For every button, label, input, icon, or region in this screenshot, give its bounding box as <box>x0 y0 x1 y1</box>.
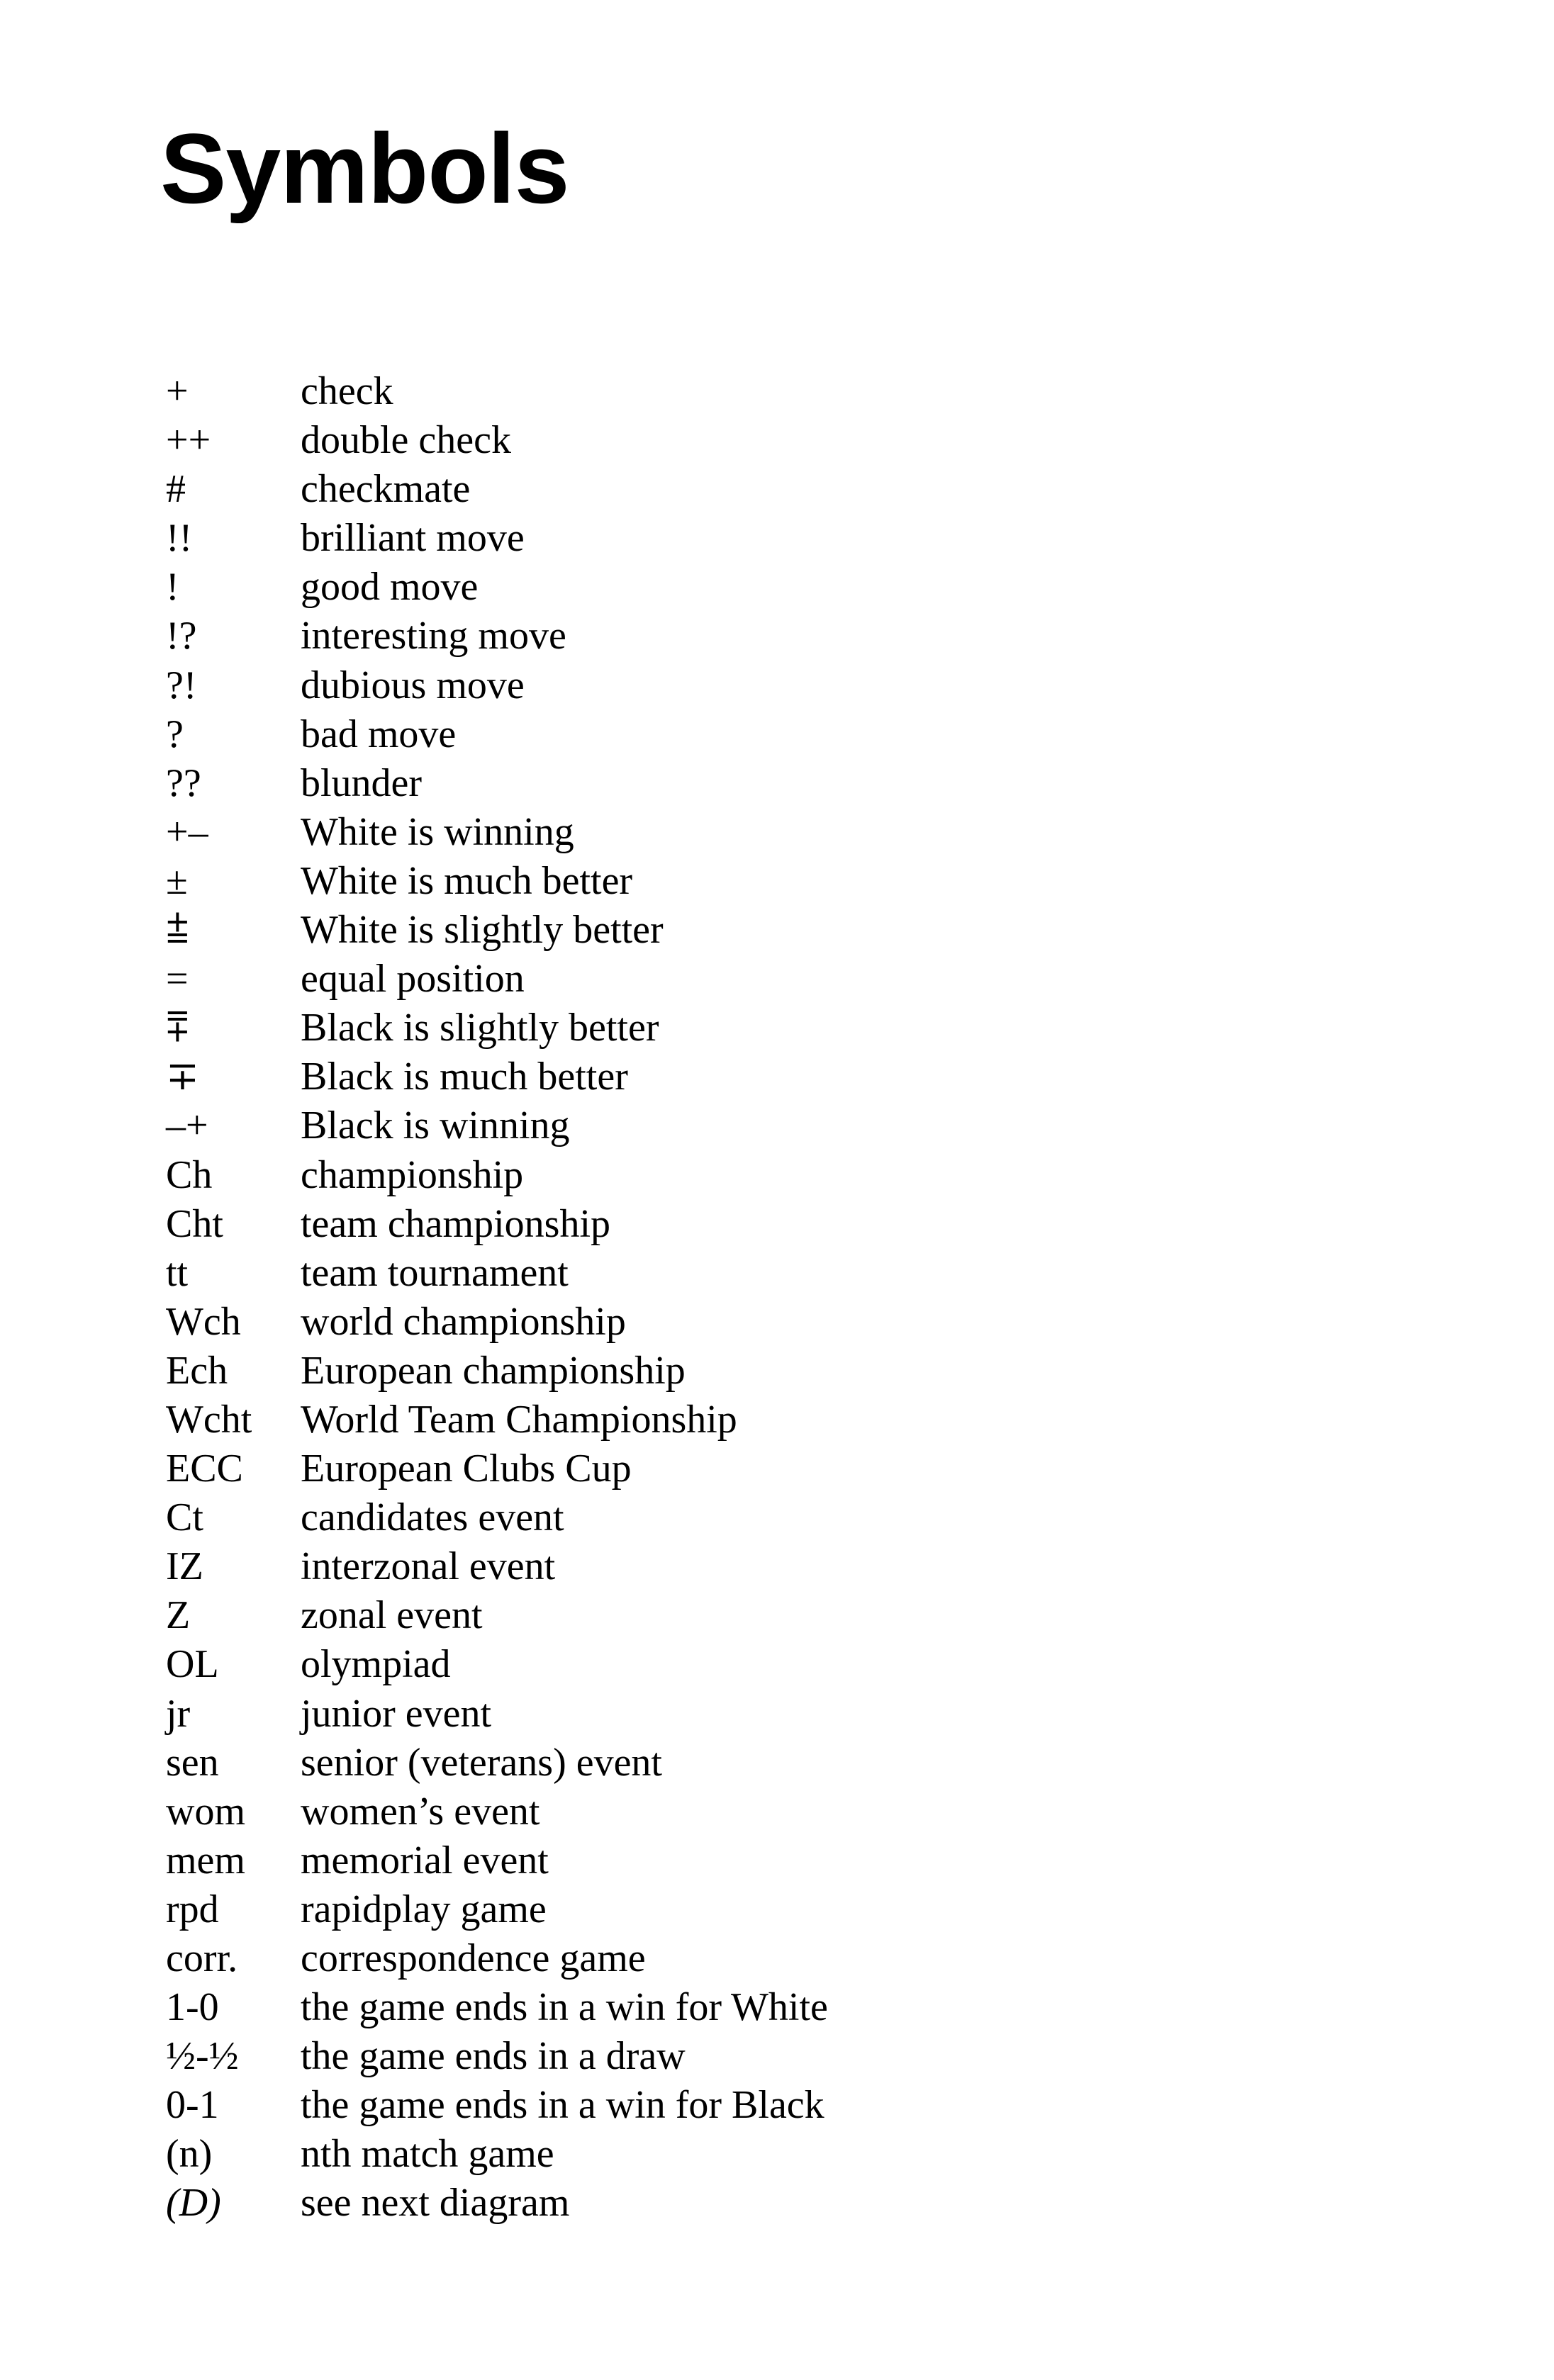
symbol-meaning: nth match game <box>301 2132 554 2177</box>
symbol-code: ½-½ <box>166 2034 239 2079</box>
symbol-row <box>166 710 828 759</box>
symbols-list <box>166 367 828 2228</box>
symbol-code: ?? <box>166 760 201 805</box>
symbol-code: Ct <box>166 1495 203 1540</box>
symbol-row <box>166 759 828 808</box>
symbol-row <box>166 1542 828 1591</box>
symbol-row <box>166 808 828 857</box>
symbol-meaning: check <box>301 369 393 413</box>
symbol-code: ! <box>166 565 179 610</box>
symbol-meaning: championship <box>301 1152 524 1197</box>
symbol-code: –+ <box>166 1104 208 1148</box>
symbol-meaning: olympiad <box>301 1642 451 1687</box>
symbol-row <box>166 1053 828 1101</box>
symbol-row <box>166 2179 828 2228</box>
symbol-code: Cht <box>166 1201 223 1246</box>
symbol-meaning: World Team Championship <box>301 1397 737 1442</box>
symbol-row <box>166 1983 828 2032</box>
symbol-code: # <box>166 467 186 512</box>
symbol-meaning: Black is much better <box>301 1055 628 1099</box>
symbol-row <box>166 1347 828 1396</box>
symbol-code: ⩱ <box>166 1006 189 1050</box>
symbol-meaning: senior (veterans) event <box>301 1740 662 1785</box>
symbol-code: + <box>166 369 189 413</box>
symbol-row <box>166 1298 828 1347</box>
symbol-code: !! <box>166 516 193 561</box>
symbol-meaning: equal position <box>301 957 525 1001</box>
symbol-meaning: the game ends in a win for Black <box>301 2083 824 2128</box>
symbol-row <box>166 1934 828 1983</box>
symbol-code: !? <box>166 614 197 658</box>
symbol-code: ∓ <box>166 1055 199 1099</box>
symbol-code: jr <box>166 1691 191 1736</box>
symbol-code: Z <box>166 1593 191 1638</box>
symbol-code: ++ <box>166 418 211 463</box>
symbol-meaning: interesting move <box>301 614 566 658</box>
symbol-row <box>166 1493 828 1542</box>
symbol-code: ECC <box>166 1447 243 1491</box>
symbol-row <box>166 1787 828 1836</box>
symbol-code: ⩲ <box>166 908 189 953</box>
symbol-row <box>166 1101 828 1150</box>
symbol-row <box>166 416 828 465</box>
symbol-meaning: see next diagram <box>301 2181 570 2225</box>
symbol-code: ? <box>166 712 184 756</box>
symbol-code: 0-1 <box>166 2083 219 2128</box>
symbol-meaning: brilliant move <box>301 516 525 561</box>
symbol-code: tt <box>166 1250 189 1295</box>
symbol-row <box>166 857 828 906</box>
symbol-meaning: memorial event <box>301 1838 549 1882</box>
symbol-meaning: White is much better <box>301 858 633 903</box>
symbol-meaning: White is winning <box>301 809 574 854</box>
symbol-code: wom <box>166 1789 245 1834</box>
symbol-code: OL <box>166 1642 219 1687</box>
symbol-meaning: team championship <box>301 1201 611 1246</box>
symbol-meaning: junior event <box>301 1691 492 1736</box>
symbol-meaning: interzonal event <box>301 1544 556 1589</box>
symbol-code: rpd <box>166 1887 219 1931</box>
symbol-code: +– <box>166 809 208 854</box>
symbol-code: sen <box>166 1740 219 1785</box>
symbol-row <box>166 514 828 563</box>
symbol-row <box>166 2130 828 2179</box>
symbol-code: Ch <box>166 1152 213 1197</box>
symbol-row <box>166 1885 828 1934</box>
symbol-meaning: women’s event <box>301 1789 540 1834</box>
symbol-row <box>166 1444 828 1493</box>
symbol-meaning: European championship <box>301 1348 686 1393</box>
symbol-meaning: zonal event <box>301 1593 483 1638</box>
symbol-row <box>166 1200 828 1249</box>
symbol-meaning: the game ends in a win for White <box>301 1985 828 2030</box>
symbol-meaning: team tournament <box>301 1250 569 1295</box>
symbol-meaning: correspondence game <box>301 1936 646 1980</box>
symbol-code: Ech <box>166 1348 228 1393</box>
symbol-code: Wcht <box>166 1397 252 1442</box>
symbol-meaning: European Clubs Cup <box>301 1447 632 1491</box>
symbol-row <box>166 955 828 1004</box>
symbol-row <box>166 1690 828 1739</box>
symbol-meaning: bad move <box>301 712 457 756</box>
symbol-meaning: double check <box>301 418 511 463</box>
symbol-code: 1-0 <box>166 1985 219 2030</box>
symbol-row <box>166 1249 828 1298</box>
symbol-meaning: dubious move <box>301 663 525 707</box>
symbol-code: (n) <box>166 2132 213 2177</box>
symbol-row <box>166 1836 828 1885</box>
symbol-row <box>166 661 828 710</box>
symbol-row <box>166 1151 828 1200</box>
symbol-row <box>166 2032 828 2081</box>
symbol-code: mem <box>166 1838 245 1882</box>
symbol-row <box>166 1004 828 1053</box>
symbol-row <box>166 1396 828 1444</box>
symbol-code: Wch <box>166 1299 241 1344</box>
symbol-meaning: checkmate <box>301 467 471 512</box>
symbol-row <box>166 1591 828 1640</box>
symbol-meaning: blunder <box>301 760 423 805</box>
symbol-code: = <box>166 957 189 1001</box>
page-title: Symbols <box>160 113 569 224</box>
symbol-meaning: Black is slightly better <box>301 1006 659 1050</box>
symbol-row <box>166 1739 828 1787</box>
symbol-meaning: Black is winning <box>301 1104 570 1148</box>
symbol-meaning: White is slightly better <box>301 908 664 953</box>
symbol-meaning: the game ends in a draw <box>301 2034 686 2079</box>
symbol-code: corr. <box>166 1936 238 1980</box>
symbol-row <box>166 367 828 416</box>
symbol-row <box>166 465 828 514</box>
symbol-code: (D) <box>166 2181 221 2225</box>
symbol-code: ?! <box>166 663 197 707</box>
symbol-meaning: world championship <box>301 1299 626 1344</box>
symbol-row <box>166 612 828 661</box>
symbol-row <box>166 2081 828 2130</box>
symbol-row <box>166 906 828 955</box>
symbol-row <box>166 563 828 612</box>
symbol-row <box>166 1640 828 1689</box>
symbol-meaning: candidates event <box>301 1495 564 1540</box>
symbol-code: IZ <box>166 1544 203 1589</box>
symbol-meaning: rapidplay game <box>301 1887 547 1931</box>
symbol-meaning: good move <box>301 565 479 610</box>
symbol-code: ± <box>166 858 188 903</box>
